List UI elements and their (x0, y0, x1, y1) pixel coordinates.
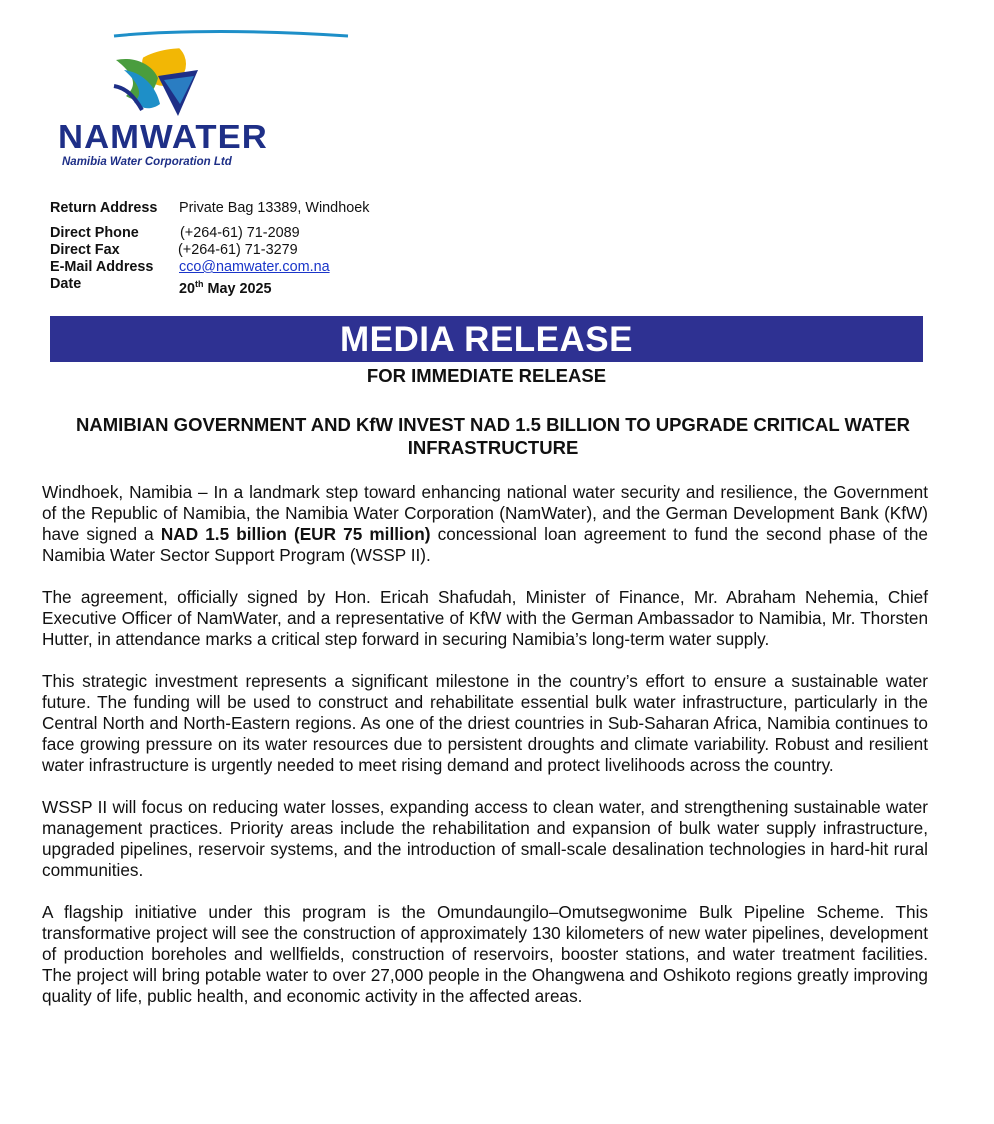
namwater-logo (54, 30, 294, 172)
logo-subtitle: Namibia Water Corporation Ltd (62, 156, 232, 168)
date-day: 20 (179, 280, 196, 297)
logo-emblem-icon (112, 30, 208, 118)
email-link[interactable]: cco@namwater.com.na (179, 259, 330, 275)
return-address-value: Private Bag 13389, Windhoek (179, 200, 370, 216)
date-value (179, 276, 272, 298)
paragraph-4: WSSP II will focus on reducing water losses, expanding access to clean water, and strengthening sustainable water management practices. Priority areas include the rehabilitation and expansion of bulk water supply infrastructure, upgraded pipelines, reservoir systems, and the introduction of small-scale desalination technologies in hard-hit rural communities. (42, 797, 928, 880)
paragraph-1-lead: Windhoek, Namibia – In a landmark step toward enhancing national water security and resilience, the Government of the Republic of Namibia, the Namibia Water Corporation (NamWater), and the German Development Bank (KfW) have signed a (42, 482, 928, 544)
phone-label: Direct Phone (50, 225, 139, 241)
fax-value: (+264-61) 71-3279 (178, 242, 298, 258)
logo-wordmark: NAMWATER (58, 118, 268, 155)
date-suffix: th (195, 279, 204, 289)
release-note: FOR IMMEDIATE RELEASE (366, 365, 607, 386)
email-label: E-Mail Address (50, 259, 154, 275)
paragraph-1-tail: concessional loan agreement to fund the second phase of the Namibia Water Sector Support Program (WSSP II). (42, 524, 928, 565)
paragraph-3: This strategic investment represents a significant milestone in the country’s effort to ensure a sustainable water future. The funding will be used to construct and rehabilitate essential bulk water infrastructure, particularly in the Central North and North-Eastern regions. As one of the driest countries in Sub-Saharan Africa, Namibia continues to face growing pressure on its water resources due to persistent droughts and climate variability. Robust and resilient water infrastructure is urgently needed to meet rising demand and protect livelihoods across the country. (42, 671, 928, 775)
date-rest: May 2025 (203, 280, 272, 297)
fax-label: Direct Fax (50, 242, 120, 258)
paragraph-5: A flagship initiative under this program is the Omundaungilo–Omutsegwonime Bulk Pipeline Scheme. This transformative project will see the construction of approximately 130 kilometers of new water pipelines, development of production boreholes and wellfields, construction of reservoirs, booster stations, and water treatment facilities. The project will bring potable water to over 27,000 people in the Ohangwena and Oshikoto regions greatly improving quality of life, public health, and economic activity in the affected areas. (42, 902, 928, 1006)
paragraph-1 (42, 482, 928, 566)
date-label: Date (50, 276, 82, 292)
loan-amount: NAD 1.5 billion (EUR 75 million) (160, 524, 431, 544)
paragraph-2: The agreement, officially signed by Hon. Ericah Shafudah, Minister of Finance, Mr. Abraham Nehemia, Chief Executive Officer of NamWater, and a representative of KfW with the German Ambassador to Namibia, Mr. Thorsten Hutter, in attendance marks a critical step forward in securing Namibia’s long-term water supply. (42, 587, 928, 649)
return-address-label: Return Address (50, 200, 158, 216)
headline: NAMIBIAN GOVERNMENT AND KfW INVEST NAD 1.5 BILLION TO UPGRADE CRITICAL WATER INFRASTRUCTURE (76, 414, 910, 458)
phone-value: (+264-61) 71-2089 (180, 225, 300, 241)
logo-swoosh-icon (112, 30, 352, 40)
body-text (42, 482, 928, 1028)
media-release-banner: MEDIA RELEASE (50, 316, 923, 362)
